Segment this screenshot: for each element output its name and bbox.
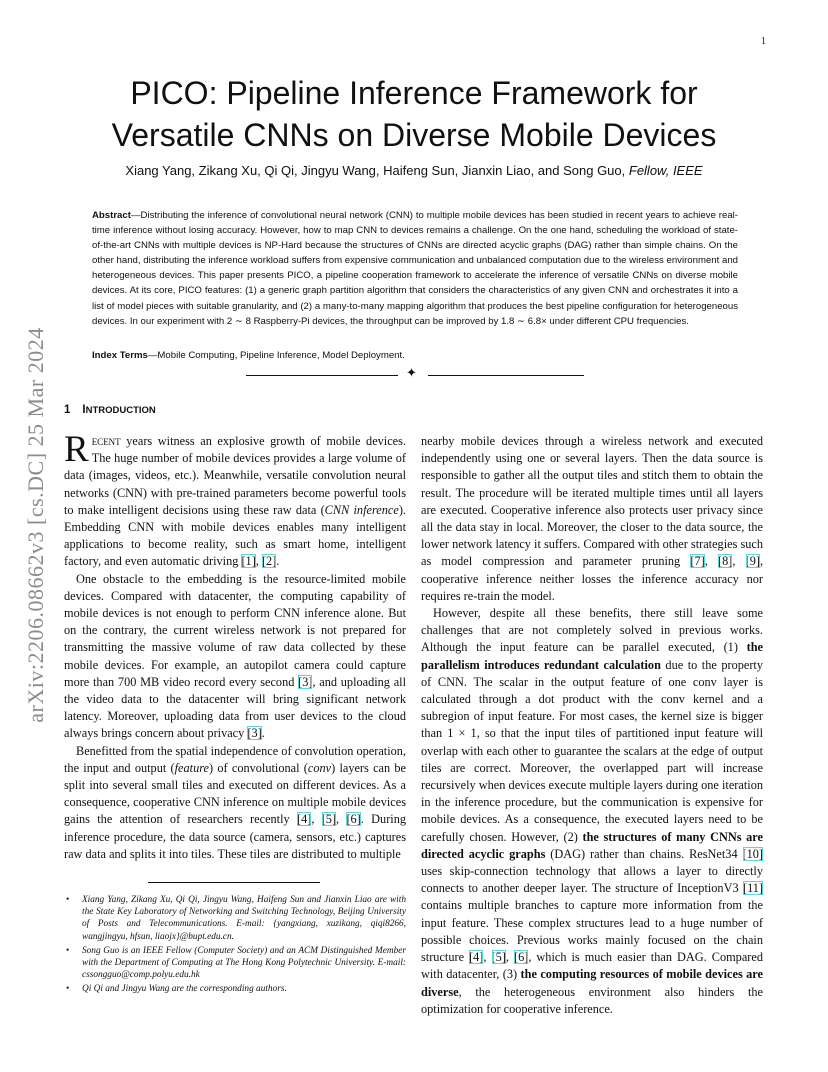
paragraph-text: ) layers can be split into several small tiles and executed on different devices. As a consequence, cooperative CNN inference on multiple mobile devices gains the attention of researchers recently [64, 760, 407, 827]
divider-rule-left [246, 375, 398, 376]
citation-link[interactable]: [10] [742, 846, 764, 861]
title-line-1: PICO: Pipeline Inference Framework for [130, 75, 698, 111]
paragraph-text: , [505, 950, 514, 965]
section-title-rest: NTRODUCTION [85, 405, 156, 416]
citation-link[interactable]: [7] [690, 554, 705, 569]
paragraph-text: , [732, 554, 746, 569]
index-terms-text: —Mobile Computing, Pipeline Inference, Model Deployment. [147, 350, 405, 361]
citation-link[interactable]: [5] [491, 950, 506, 965]
paragraph-text: , [704, 554, 718, 569]
abstract-label: Abstract [92, 210, 131, 221]
paragraph-text: ) of convolutional ( [209, 760, 308, 775]
paragraph-text: contains multiple branches to capture more information from the input feature. These complex structures lead to a huge number of possible choices. Previous works mainly focused on the chain structure [421, 898, 763, 965]
emphasis: CNN inference [324, 502, 399, 517]
page-number: 1 [761, 36, 766, 47]
paragraph-text: . During inference procedure, the data source (camera, sensors, etc.) captures raw data and splits it into tiles. These tiles are distributed to multiple [64, 812, 406, 861]
paragraph-text: . [261, 726, 265, 741]
arxiv-stamp [20, 285, 52, 765]
section-title-initial: I [82, 404, 86, 416]
section-number: 1 [64, 404, 71, 416]
paragraph-2 [64, 571, 406, 743]
paragraph-text: , [255, 554, 262, 569]
lead-smallcaps: ecent [91, 434, 121, 448]
bold-phrase: the parallelism introduces redundant calculation [421, 640, 763, 672]
left-column [64, 429, 407, 863]
index-terms-label: Index Terms [92, 350, 148, 361]
paragraph-text: , so that the input tiles of partitioned input feature will overlap with each other to guarantee the scalars at the edge of output tiles are correct. Moreover, the overlapped part will increase recursively when devices execute multiple layers during one iteration in the inference procedure, but the communication is expensive for mobile devices. As a consequence, the executed layers need to be carefully chosen. However, (2) [421, 726, 763, 844]
author-names: Xiang Yang, Zikang Xu, Qi Qi, Jingyu Wang, Haifeng Sun, Jianxin Liao, and Song Guo, [125, 163, 626, 178]
footnote-text: Qi Qi and Jingyu Wang are the corresponding authors. [82, 984, 287, 995]
author-fellow-suffix: Fellow, IEEE [628, 163, 703, 178]
citation-link[interactable]: [4] [469, 950, 484, 965]
section-heading [64, 404, 156, 416]
index-terms [92, 348, 738, 363]
paper-title [60, 72, 768, 156]
citation-link[interactable]: [2] [261, 554, 277, 569]
footnote-rule [148, 882, 320, 883]
citation-link[interactable]: [6] [513, 950, 529, 965]
paragraph-text: due to the property of CNN. The scalar in the output feature of one conv layer is calculated through a dot product with the conv kernel and a subregion of input feature. For most cases, the kernel size is bigger than [421, 657, 763, 741]
footnote-text: Song Guo is an IEEE Fellow (Computer Society) and an ACM Distinguished Member with the Department of Computing at The Hong Kong Polytechnic University. E-mail: cssongguo@comp.polyu.edu.hk [82, 945, 406, 981]
paragraph-text: , which is much easier than DAG. Compared with datacenter, (3) [421, 950, 763, 982]
paragraph-text: , [311, 812, 322, 827]
divider-diamond-icon: ✦ [406, 366, 417, 381]
citation-link[interactable]: [5] [321, 812, 337, 827]
paragraph-1 [64, 429, 406, 571]
paragraph-text: years witness an explosive growth of mobile devices. The huge number of mobile devices provides a large volume of data (images, videos, etc.). Meanwhile, versatile convolution neural networks (CNN) with pre-trained parameters become powerful tools to make intelligent decisions using these raw data ( [64, 434, 406, 517]
drop-cap: R [64, 429, 89, 470]
paragraph-text: . [276, 554, 280, 569]
citation-link[interactable]: [1] [241, 554, 256, 569]
emphasis: feature [174, 760, 210, 775]
paragraph-text: (DAG) rather than chains. ResNet34 [545, 846, 743, 861]
paragraph-text: , and uploading all the video data to the datacenter will bring significant network latency. Moreover, uploading data from user devices to the cloud always brings concern about privacy [64, 674, 406, 741]
bold-phrase: the structures of many CNNs are directed acyclic graphs [421, 829, 764, 861]
paragraph-text: One obstacle to the embedding is the resource-limited mobile devices. Compared with datacenter, the computing capability of mobile devices is not enough to perform CNN inference alone. But on the contrary, the current wireless network is not prepared for transmitting the massive volume of raw data collected by these mobile devices. For example, an autopilot camera could capture more than 700 MB video record every second [64, 571, 406, 689]
paragraph-text: Benefitted from the spatial independence of convolution operation, the input and output ( [64, 743, 406, 775]
abstract-text: —Distributing the inference of convolutional neural network (CNN) to multiple mobile devices has been studied in recent years to achieve real-time inference without losing accuracy. However, how to map CNN to devices remains a challenge. On the one hand, scheduling the workload of state-of-the-art CNNs with multiple devices is NP-Hard because the structures of CNNs are directed acyclic graphs (DAG) rather than simple chains. On the other hand, distributing the inference workload suffers from expensive communication and unbalanced computation due to the wireless environment and heterogeneous devices. This paper presents PICO, a pipeline cooperation framework to accelerate the inference of versatile CNNs on diverse mobile devices. At its core, PICO features: (1) a generic graph partition algorithm that considers the characteristics of any given CNN and orchestrates it into a list of model pieces with suitable granularity, and (2) a many-to-many mapping algorithm that produces the best pipeline configuration for heterogeneous devices. In our experiment with 2 ∼ 8 Raspberry-Pi devices, the throughput can be improved by 1.8 ∼ 6.8× under different CPU frequencies. [92, 210, 738, 327]
abstract [92, 208, 738, 329]
paragraph-text: ). Embedding CNN with mobile devices enables many intelligent applications to become reality, such as smart home, intelligent factory, and even automatic driving [64, 502, 406, 569]
footnote-item [64, 945, 406, 982]
bullet-icon: • [66, 945, 70, 956]
arxiv-stamp-text: arXiv:2206.08662v3 [cs.DC] 25 Mar 2024 [23, 327, 48, 723]
bullet-icon: • [66, 984, 70, 995]
paragraph-challenges [421, 605, 763, 1018]
paragraph-text: , cooperative inference neither losses the inference accuracy nor requires re-train the model. [421, 554, 764, 603]
title-line-2: Versatile CNNs on Diverse Mobile Devices [111, 117, 717, 153]
paragraph-text: uses skip-connection technology that allows a layer to directly connects to another deeper layer. The structure of InceptionV3 [421, 864, 763, 896]
author-list [60, 163, 768, 178]
footnotes [64, 894, 406, 998]
paragraph-text: However, despite all these benefits, there still leave some challenges that are not completely solved in previous works. Although the input feature can be parallel executed, (1) [421, 606, 763, 655]
right-column [421, 433, 763, 1018]
section-divider [0, 366, 828, 383]
footnote-item [64, 983, 406, 995]
paragraph-text: , the heterogeneous environment also hinders the optimization for cooperative inference. [421, 984, 763, 1016]
citation-link[interactable]: [3] [298, 674, 313, 689]
divider-rule-right [428, 375, 584, 376]
math-expression: 1 × 1 [447, 726, 477, 741]
citation-link[interactable]: [8] [717, 554, 733, 569]
citation-link[interactable]: [4] [296, 812, 312, 827]
citation-link[interactable]: [11] [742, 881, 763, 896]
citation-link[interactable]: [9] [745, 554, 760, 569]
paragraph-continued [421, 433, 763, 605]
paragraph-text: nearby mobile devices through a wireless network and executed independently using one or several layers. Then the data source is responsible to gather all the output tiles and stitch them to obtain the result. The procedure will be iterated multiple times until all layers are executed. Cooperative inference also protects user privacy since all the data stay in local. Moreover, the closer to the data source, the lower network latency it suffers. Compared with other strategies such as model compression and parameter pruning [421, 434, 763, 569]
paragraph-3 [64, 743, 406, 863]
citation-link[interactable]: [6] [346, 812, 361, 827]
paragraph-text: , [336, 812, 347, 827]
footnote-text: Xiang Yang, Zikang Xu, Qi Qi, Jingyu Wang, Haifeng Sun and Jianxin Liao are with the State Key Laboratory of Networking and Switching Technology, Beijing University of Posts and Telecommunications. E-mail: {yangxiang, xuzikang, qiqi8266, wangjingyu, hfsun, liaojx}@bupt.edu.cn. [82, 895, 406, 942]
footnote-item [64, 894, 406, 943]
bold-phrase: the computing resources of mobile devices are diverse [421, 967, 763, 999]
citation-link[interactable]: [3] [247, 726, 262, 741]
emphasis: conv [307, 760, 332, 775]
paragraph-text: , [483, 950, 492, 965]
bullet-icon: • [66, 895, 70, 905]
